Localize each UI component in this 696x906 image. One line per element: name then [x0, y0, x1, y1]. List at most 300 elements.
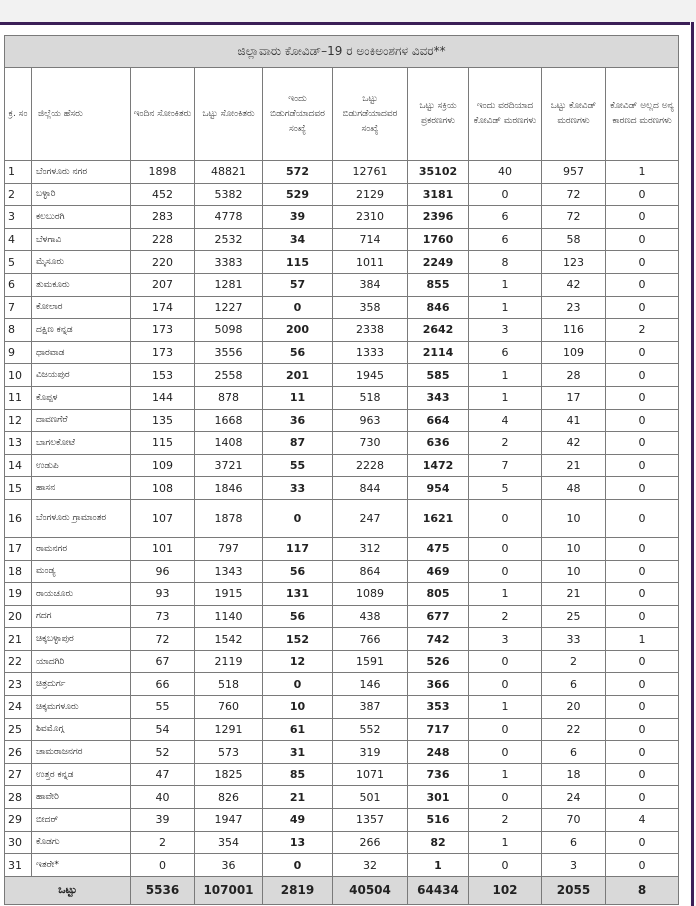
table-row	[5, 409, 679, 432]
value-cell: 10	[542, 560, 606, 583]
serial-cell: 27	[5, 763, 32, 786]
value-cell: 736	[408, 763, 469, 786]
value-cell: 0	[606, 183, 679, 206]
value-cell: 266	[333, 831, 408, 854]
table-row	[5, 537, 679, 560]
covid-district-table	[4, 35, 679, 905]
district-cell: ಕೊಡಗು	[32, 831, 131, 854]
value-cell: 0	[606, 273, 679, 296]
value-cell: 438	[333, 605, 408, 628]
value-cell: 1	[408, 854, 469, 877]
serial-cell: 2	[5, 183, 32, 206]
value-cell: 3	[542, 854, 606, 877]
district-cell: ಬೆಳಗಾವಿ	[32, 228, 131, 251]
value-cell: 101	[131, 537, 195, 560]
value-cell: 301	[408, 786, 469, 809]
value-cell: 21	[542, 454, 606, 477]
table-row	[5, 183, 679, 206]
value-cell: 20	[542, 696, 606, 719]
serial-cell: 19	[5, 583, 32, 606]
value-cell: 573	[195, 741, 263, 764]
serial-cell: 6	[5, 273, 32, 296]
value-cell: 354	[195, 831, 263, 854]
value-cell: 1760	[408, 228, 469, 251]
serial-cell: 15	[5, 477, 32, 500]
value-cell: 72	[131, 628, 195, 651]
value-cell: 1945	[333, 364, 408, 387]
value-cell: 0	[606, 854, 679, 877]
serial-cell: 5	[5, 251, 32, 274]
value-cell: 358	[333, 296, 408, 319]
table-row	[5, 364, 679, 387]
value-cell: 963	[333, 409, 408, 432]
value-cell: 0	[469, 741, 542, 764]
column-header: ಒಟ್ಟು ಬಿಡುಗಡೆಯಾದವರ ಸಂಖ್ಯೆ	[333, 68, 408, 161]
value-cell: 0	[606, 650, 679, 673]
value-cell: 42	[542, 432, 606, 455]
district-cell: ರಾಯಚೂರು	[32, 583, 131, 606]
value-cell: 552	[333, 718, 408, 741]
value-cell: 1	[469, 696, 542, 719]
value-cell: 107	[131, 499, 195, 537]
value-cell: 0	[606, 386, 679, 409]
value-cell: 0	[469, 537, 542, 560]
value-cell: 36	[263, 409, 333, 432]
table-row	[5, 319, 679, 342]
value-cell: 283	[131, 206, 195, 229]
total-cell: 64434	[408, 876, 469, 904]
value-cell: 152	[263, 628, 333, 651]
value-cell: 0	[263, 673, 333, 696]
value-cell: 2532	[195, 228, 263, 251]
table-row	[5, 499, 679, 537]
value-cell: 54	[131, 718, 195, 741]
value-cell: 144	[131, 386, 195, 409]
serial-cell: 18	[5, 560, 32, 583]
value-cell: 2114	[408, 341, 469, 364]
value-cell: 1343	[195, 560, 263, 583]
value-cell: 8	[469, 251, 542, 274]
value-cell: 22	[542, 718, 606, 741]
value-cell: 42	[542, 273, 606, 296]
table-row	[5, 432, 679, 455]
value-cell: 387	[333, 696, 408, 719]
value-cell: 844	[333, 477, 408, 500]
district-cell: ಚಾಮರಾಜನಗರ	[32, 741, 131, 764]
value-cell: 1825	[195, 763, 263, 786]
value-cell: 475	[408, 537, 469, 560]
table-row	[5, 161, 679, 184]
table-row	[5, 741, 679, 764]
value-cell: 572	[263, 161, 333, 184]
value-cell: 1140	[195, 605, 263, 628]
value-cell: 526	[408, 650, 469, 673]
value-cell: 1915	[195, 583, 263, 606]
value-cell: 56	[263, 341, 333, 364]
total-label: ಒಟ್ಟು	[5, 876, 131, 904]
value-cell: 664	[408, 409, 469, 432]
value-cell: 469	[408, 560, 469, 583]
value-cell: 2119	[195, 650, 263, 673]
value-cell: 33	[263, 477, 333, 500]
serial-cell: 28	[5, 786, 32, 809]
serial-cell: 1	[5, 161, 32, 184]
district-cell: ಬೆಂಗಳೂರು ನಗರ	[32, 161, 131, 184]
value-cell: 714	[333, 228, 408, 251]
value-cell: 0	[606, 786, 679, 809]
district-cell: ಹಾಸನ	[32, 477, 131, 500]
value-cell: 1281	[195, 273, 263, 296]
value-cell: 5	[469, 477, 542, 500]
value-cell: 366	[408, 673, 469, 696]
value-cell: 452	[131, 183, 195, 206]
value-cell: 501	[333, 786, 408, 809]
value-cell: 2	[469, 809, 542, 832]
value-cell: 173	[131, 319, 195, 342]
district-cell: ಧಾರವಾಡ	[32, 341, 131, 364]
value-cell: 1947	[195, 809, 263, 832]
district-cell: ಚಿಕ್ಕಬಳ್ಳಾಪುರ	[32, 628, 131, 651]
value-cell: 2228	[333, 454, 408, 477]
value-cell: 135	[131, 409, 195, 432]
value-cell: 52	[131, 741, 195, 764]
value-cell: 93	[131, 583, 195, 606]
value-cell: 0	[131, 854, 195, 877]
value-cell: 61	[263, 718, 333, 741]
column-header: ಇಂದು ವರದಿಯಾದ ಕೋವಿಡ್ ಮರಣಗಳು	[469, 68, 542, 161]
value-cell: 12	[263, 650, 333, 673]
value-cell: 17	[542, 386, 606, 409]
value-cell: 72	[542, 183, 606, 206]
value-cell: 82	[408, 831, 469, 854]
table-row	[5, 786, 679, 809]
serial-cell: 7	[5, 296, 32, 319]
value-cell: 797	[195, 537, 263, 560]
value-cell: 70	[542, 809, 606, 832]
table-row	[5, 296, 679, 319]
table-body	[5, 161, 679, 877]
table-row	[5, 605, 679, 628]
value-cell: 878	[195, 386, 263, 409]
total-cell: 5536	[131, 876, 195, 904]
value-cell: 6	[542, 741, 606, 764]
document-frame	[0, 22, 690, 906]
value-cell: 0	[606, 454, 679, 477]
value-cell: 28	[542, 364, 606, 387]
column-header: ಇಂದು ಬಿಡುಗಡೆಯಾದವರ ಸಂಖ್ಯೆ	[263, 68, 333, 161]
value-cell: 10	[263, 696, 333, 719]
value-cell: 173	[131, 341, 195, 364]
value-cell: 3181	[408, 183, 469, 206]
value-cell: 108	[131, 477, 195, 500]
value-cell: 109	[131, 454, 195, 477]
value-cell: 1408	[195, 432, 263, 455]
value-cell: 384	[333, 273, 408, 296]
value-cell: 954	[408, 477, 469, 500]
value-cell: 0	[606, 499, 679, 537]
value-cell: 343	[408, 386, 469, 409]
value-cell: 2	[131, 831, 195, 854]
value-cell: 35102	[408, 161, 469, 184]
value-cell: 2396	[408, 206, 469, 229]
value-cell: 25	[542, 605, 606, 628]
value-cell: 12761	[333, 161, 408, 184]
value-cell: 11	[263, 386, 333, 409]
district-cell: ಕೋಲಾರ	[32, 296, 131, 319]
value-cell: 2310	[333, 206, 408, 229]
serial-cell: 25	[5, 718, 32, 741]
district-cell: ಬಳ್ಳಾರಿ	[32, 183, 131, 206]
value-cell: 36	[195, 854, 263, 877]
value-cell: 6	[469, 341, 542, 364]
serial-cell: 21	[5, 628, 32, 651]
table-row	[5, 341, 679, 364]
value-cell: 846	[408, 296, 469, 319]
value-cell: 123	[542, 251, 606, 274]
header-row	[5, 68, 679, 161]
value-cell: 3721	[195, 454, 263, 477]
total-cell: 102	[469, 876, 542, 904]
value-cell: 1668	[195, 409, 263, 432]
table-row	[5, 718, 679, 741]
value-cell: 56	[263, 605, 333, 628]
value-cell: 116	[542, 319, 606, 342]
value-cell: 200	[263, 319, 333, 342]
value-cell: 21	[263, 786, 333, 809]
value-cell: 10	[542, 499, 606, 537]
value-cell: 5098	[195, 319, 263, 342]
value-cell: 0	[469, 183, 542, 206]
value-cell: 1071	[333, 763, 408, 786]
district-cell: ವಿಜಯಪುರ	[32, 364, 131, 387]
value-cell: 1	[469, 763, 542, 786]
district-cell: ಚಿಕ್ಕಮಗಳೂರು	[32, 696, 131, 719]
district-cell: ಇತರೇ*	[32, 854, 131, 877]
value-cell: 3556	[195, 341, 263, 364]
serial-cell: 22	[5, 650, 32, 673]
value-cell: 85	[263, 763, 333, 786]
value-cell: 1011	[333, 251, 408, 274]
value-cell: 66	[131, 673, 195, 696]
value-cell: 855	[408, 273, 469, 296]
table-title: ಜಿಲ್ಲಾವಾರು ಕೋವಿಡ್–19 ರ ಅಂಕಿಅಂಶಗಳ ವಿವರ**	[5, 36, 679, 68]
value-cell: 58	[542, 228, 606, 251]
serial-cell: 31	[5, 854, 32, 877]
value-cell: 826	[195, 786, 263, 809]
district-cell: ಬಾಗಲಕೋಟೆ	[32, 432, 131, 455]
value-cell: 39	[131, 809, 195, 832]
value-cell: 115	[131, 432, 195, 455]
value-cell: 48	[542, 477, 606, 500]
table-row	[5, 809, 679, 832]
value-cell: 2	[606, 319, 679, 342]
value-cell: 117	[263, 537, 333, 560]
value-cell: 73	[131, 605, 195, 628]
serial-cell: 11	[5, 386, 32, 409]
value-cell: 0	[606, 477, 679, 500]
value-cell: 0	[606, 537, 679, 560]
value-cell: 13	[263, 831, 333, 854]
value-cell: 636	[408, 432, 469, 455]
value-cell: 760	[195, 696, 263, 719]
value-cell: 0	[469, 786, 542, 809]
value-cell: 201	[263, 364, 333, 387]
district-cell: ದಾವಣಗೆರೆ	[32, 409, 131, 432]
value-cell: 1542	[195, 628, 263, 651]
value-cell: 131	[263, 583, 333, 606]
column-header: ಒಟ್ಟು ಸೋಂಕಿತರು	[195, 68, 263, 161]
district-cell: ಮೈಸೂರು	[32, 251, 131, 274]
district-cell: ಹಾವೇರಿ	[32, 786, 131, 809]
serial-cell: 30	[5, 831, 32, 854]
value-cell: 805	[408, 583, 469, 606]
district-cell: ಕಲಬುರಗಿ	[32, 206, 131, 229]
value-cell: 1	[469, 831, 542, 854]
value-cell: 2	[542, 650, 606, 673]
value-cell: 56	[263, 560, 333, 583]
total-cell: 2819	[263, 876, 333, 904]
value-cell: 2249	[408, 251, 469, 274]
value-cell: 220	[131, 251, 195, 274]
value-cell: 0	[606, 296, 679, 319]
serial-cell: 16	[5, 499, 32, 537]
value-cell: 3	[469, 628, 542, 651]
value-cell: 1227	[195, 296, 263, 319]
value-cell: 1	[469, 583, 542, 606]
top-bar	[0, 0, 696, 22]
value-cell: 585	[408, 364, 469, 387]
value-cell: 72	[542, 206, 606, 229]
value-cell: 0	[469, 718, 542, 741]
serial-cell: 17	[5, 537, 32, 560]
serial-cell: 13	[5, 432, 32, 455]
total-cell: 8	[606, 876, 679, 904]
table-row	[5, 831, 679, 854]
value-cell: 518	[333, 386, 408, 409]
value-cell: 1878	[195, 499, 263, 537]
value-cell: 0	[263, 296, 333, 319]
serial-cell: 29	[5, 809, 32, 832]
district-cell: ತುಮಕೂರು	[32, 273, 131, 296]
value-cell: 1291	[195, 718, 263, 741]
value-cell: 0	[606, 605, 679, 628]
district-cell: ಉತ್ತರ ಕನ್ನಡ	[32, 763, 131, 786]
value-cell: 39	[263, 206, 333, 229]
value-cell: 3383	[195, 251, 263, 274]
value-cell: 7	[469, 454, 542, 477]
value-cell: 0	[606, 251, 679, 274]
value-cell: 55	[131, 696, 195, 719]
value-cell: 5382	[195, 183, 263, 206]
value-cell: 0	[606, 696, 679, 719]
value-cell: 1	[469, 364, 542, 387]
value-cell: 2642	[408, 319, 469, 342]
table-row	[5, 386, 679, 409]
value-cell: 0	[469, 854, 542, 877]
value-cell: 1333	[333, 341, 408, 364]
value-cell: 153	[131, 364, 195, 387]
value-cell: 6	[542, 673, 606, 696]
value-cell: 0	[263, 854, 333, 877]
district-cell: ಮಂಡ್ಯ	[32, 560, 131, 583]
value-cell: 87	[263, 432, 333, 455]
table-row	[5, 228, 679, 251]
district-cell: ಕೊಪ್ಪಳ	[32, 386, 131, 409]
district-cell: ಬೆಂಗಳೂರು ಗ್ರಾಮಾಂತರ	[32, 499, 131, 537]
value-cell: 6	[469, 206, 542, 229]
value-cell: 32	[333, 854, 408, 877]
value-cell: 0	[606, 228, 679, 251]
value-cell: 0	[606, 364, 679, 387]
value-cell: 957	[542, 161, 606, 184]
value-cell: 0	[606, 763, 679, 786]
value-cell: 0	[606, 831, 679, 854]
district-cell: ಉಡುಪಿ	[32, 454, 131, 477]
value-cell: 18	[542, 763, 606, 786]
value-cell: 766	[333, 628, 408, 651]
value-cell: 6	[542, 831, 606, 854]
total-cell: 2055	[542, 876, 606, 904]
value-cell: 10	[542, 537, 606, 560]
column-header: ಕೋವಿಡ್ ಅಲ್ಲದ ಅನ್ಯ ಕಾರಣದ ಮರಣಗಳು	[606, 68, 679, 161]
value-cell: 1846	[195, 477, 263, 500]
value-cell: 31	[263, 741, 333, 764]
value-cell: 0	[606, 409, 679, 432]
value-cell: 4778	[195, 206, 263, 229]
value-cell: 4	[469, 409, 542, 432]
value-cell: 677	[408, 605, 469, 628]
value-cell: 247	[333, 499, 408, 537]
serial-cell: 10	[5, 364, 32, 387]
value-cell: 4	[606, 809, 679, 832]
value-cell: 0	[606, 341, 679, 364]
serial-cell: 24	[5, 696, 32, 719]
value-cell: 57	[263, 273, 333, 296]
table-row	[5, 206, 679, 229]
table-row	[5, 477, 679, 500]
total-cell: 107001	[195, 876, 263, 904]
value-cell: 1	[469, 386, 542, 409]
value-cell: 67	[131, 650, 195, 673]
column-header: ಕ್ರ. ಸಂ	[5, 68, 32, 161]
table-row	[5, 763, 679, 786]
table-row	[5, 696, 679, 719]
value-cell: 115	[263, 251, 333, 274]
value-cell: 0	[606, 560, 679, 583]
value-cell: 1591	[333, 650, 408, 673]
value-cell: 529	[263, 183, 333, 206]
value-cell: 174	[131, 296, 195, 319]
column-header: ಒಟ್ಟು ಕೋವಿಡ್ ಮರಣಗಳು	[542, 68, 606, 161]
value-cell: 353	[408, 696, 469, 719]
district-cell: ಶಿವಮೊಗ್ಗ	[32, 718, 131, 741]
column-header: ಜಿಲ್ಲೆಯ ಹೆಸರು	[32, 68, 131, 161]
value-cell: 34	[263, 228, 333, 251]
value-cell: 1089	[333, 583, 408, 606]
value-cell: 109	[542, 341, 606, 364]
value-cell: 1621	[408, 499, 469, 537]
district-cell: ರಾಮನಗರ	[32, 537, 131, 560]
value-cell: 55	[263, 454, 333, 477]
value-cell: 228	[131, 228, 195, 251]
value-cell: 40	[131, 786, 195, 809]
value-cell: 0	[469, 499, 542, 537]
value-cell: 742	[408, 628, 469, 651]
value-cell: 33	[542, 628, 606, 651]
column-header: ಇಂದಿನ ಸೋಂಕಿತರು	[131, 68, 195, 161]
value-cell: 0	[469, 650, 542, 673]
value-cell: 96	[131, 560, 195, 583]
